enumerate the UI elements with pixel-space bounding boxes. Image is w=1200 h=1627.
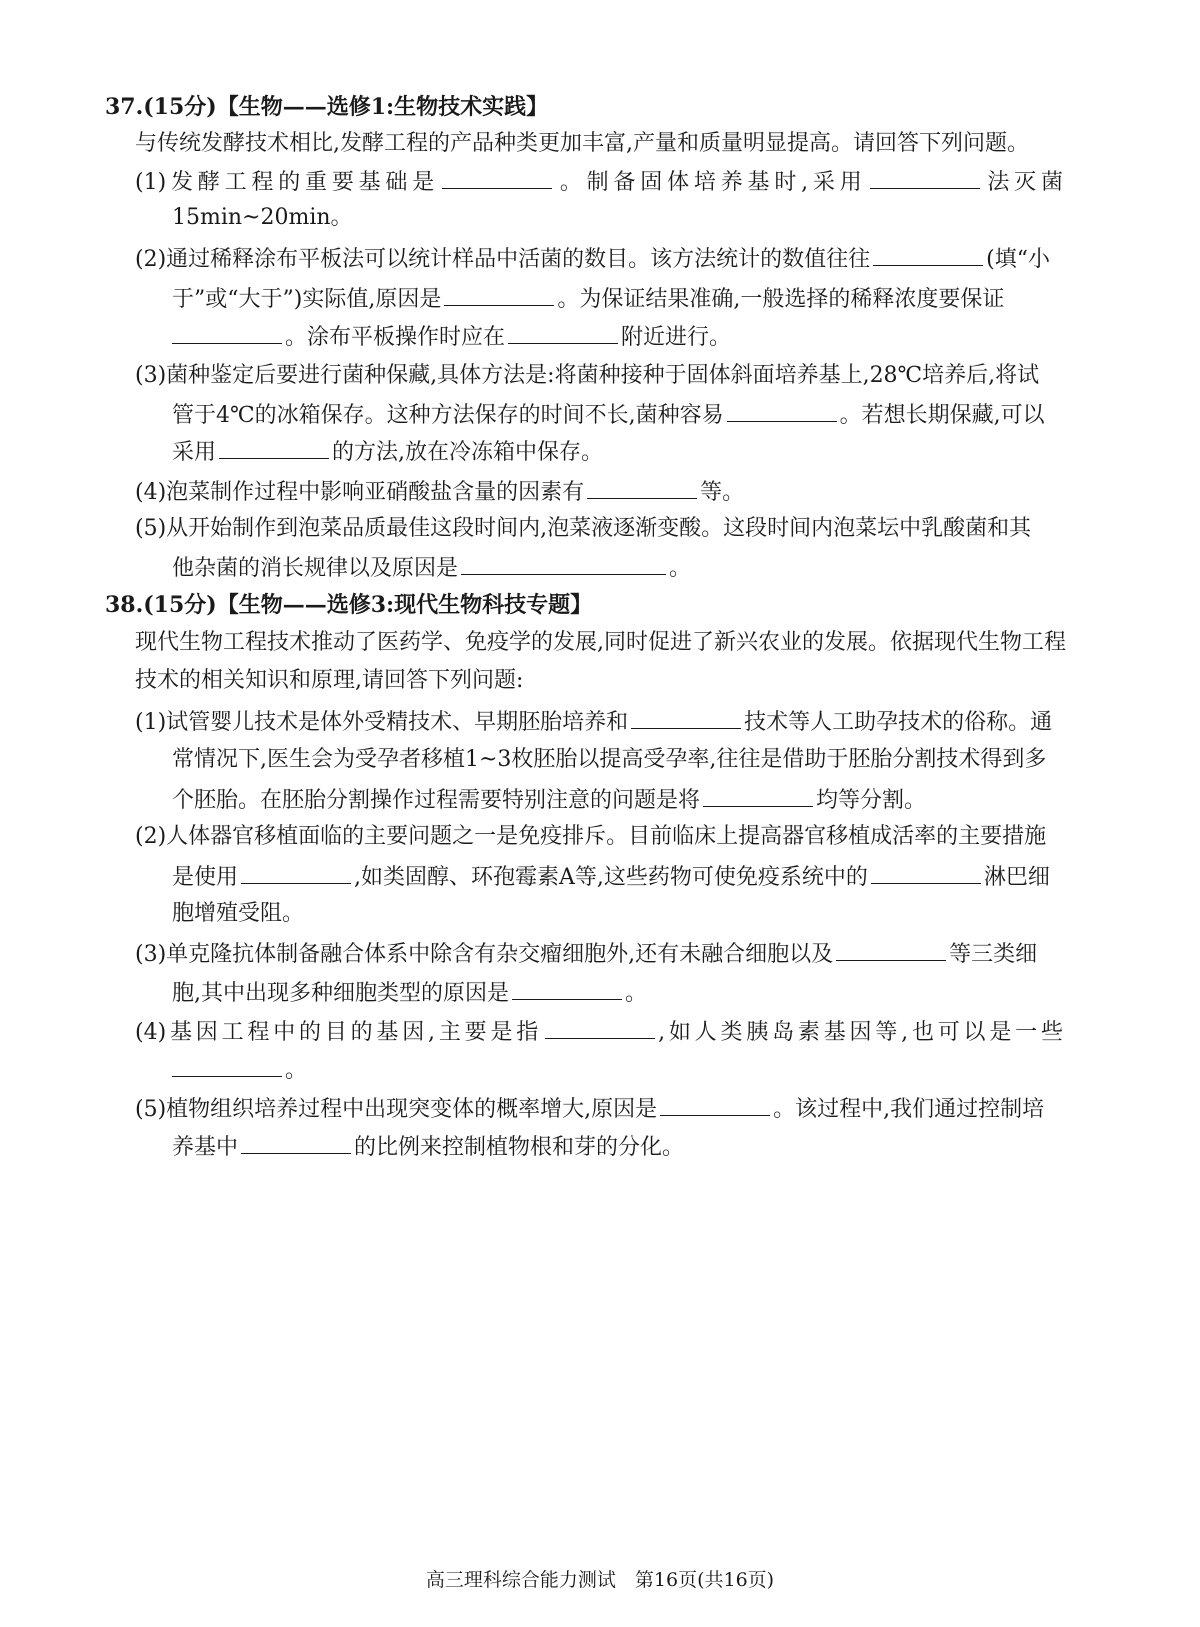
answer-blank[interactable] — [442, 166, 552, 189]
q37-part2-line3 — [172, 321, 731, 351]
q38-p2-line3: 胞增殖受阻。 — [172, 901, 305, 926]
q37-p5-line1: (5)从开始制作到泡菜品质最佳这段时间内,泡菜液逐渐变酸。这段时间内泡菜坛中乳酸菌和其 — [135, 516, 1032, 541]
answer-blank[interactable] — [508, 321, 618, 344]
q37-p3-text-a: 管于4℃的冰箱保存。这种方法保存的时间不长,菌种容易 — [172, 403, 724, 428]
q38-intro-line1: 现代生物工程技术推动了医药学、免疫学的发展,同时促进了新兴农业的发展。依据现代生物工程 — [135, 630, 1066, 655]
q37-p2-text-c: 于”或“大于”)实际值,原因是 — [172, 287, 442, 312]
q37-part2-line2 — [172, 283, 1004, 313]
answer-blank[interactable] — [871, 861, 981, 884]
answer-blank[interactable] — [545, 1016, 655, 1039]
q37-p2-text-b: (填“小 — [986, 247, 1051, 272]
q37-p1-text-c: 法灭菌 — [982, 170, 1063, 195]
answer-blank[interactable] — [836, 938, 946, 961]
answer-blank[interactable] — [241, 861, 351, 884]
q37-p2-text-f: 附近进行。 — [621, 325, 732, 350]
q38-p1-text-c: 个胚胎。在胚胎分割操作过程需要特别注意的问题是将 — [172, 788, 701, 813]
q38-part4-line1 — [135, 1016, 1063, 1046]
answer-blank[interactable] — [241, 1131, 351, 1154]
q38-p2-text-b: ,如类固醇、环孢霉素A等,这些药物可使免疫系统中的 — [354, 865, 868, 890]
q37-intro: 与传统发酵技术相比,发酵工程的产品种类更加丰富,产量和质量明显提高。请回答下列问题。 — [135, 131, 1029, 156]
q37-p1-line2: 15min~20min。 — [172, 205, 353, 230]
q38-p2-text-c: 淋巴细 — [983, 865, 1050, 890]
q38-p2-text-a: 是使用 — [172, 865, 239, 890]
q37-part2-line1 — [135, 243, 1050, 273]
q37-p3-text-b: 。若想长期保藏,可以 — [839, 403, 1045, 428]
q38-part1-line3 — [172, 784, 926, 814]
q37-part5-line2 — [172, 552, 691, 582]
q37-p3-text-c: 采用 — [172, 440, 217, 465]
q38-part4-line2 — [172, 1054, 307, 1084]
q37-p2-text-e: 。涂布平板操作时应在 — [285, 325, 506, 350]
q37-part1-line1 — [135, 166, 1063, 196]
q38-p1-text-d: 均等分割。 — [816, 788, 927, 813]
answer-blank[interactable] — [512, 977, 622, 1000]
q37-p5-text-a: 他杂菌的消长规律以及原因是 — [172, 556, 459, 581]
answer-blank[interactable] — [727, 399, 837, 422]
q37-p1-text-b: 。制备固体培养基时,采用 — [555, 170, 867, 195]
q37-p2-text-a: (2)通过稀释涂布平板法可以统计样品中活菌的数目。该方法统计的数值往往 — [135, 247, 871, 272]
answer-blank[interactable] — [660, 1093, 770, 1116]
answer-blank[interactable] — [172, 1054, 282, 1077]
q37-part3-line3 — [172, 436, 603, 466]
q37-p3-line1: (3)菌种鉴定后要进行菌种保藏,具体方法是:将菌种接种于固体斜面培养基上,28℃培养后,将试 — [135, 363, 1040, 388]
q37-p2-text-d: 。为保证结果准确,一般选择的稀释浓度要保证 — [557, 287, 1005, 312]
answer-blank[interactable] — [587, 476, 697, 499]
q38-p1-line2: 常情况下,医生会为受孕者移植1~3枚胚胎以提高受孕率,往往是借助于胚胎分割技术得到多 — [172, 747, 1047, 772]
q38-part2-line2 — [172, 861, 1050, 891]
q38-part3-line1 — [135, 938, 1037, 968]
q38-p1-text-a: (1)试管婴儿技术是体外受精技术、早期胚胎培养和 — [135, 710, 629, 735]
q38-part5-line1 — [135, 1093, 1044, 1123]
q38-part5-line2 — [172, 1131, 684, 1161]
q37-p1-text-a: (1)发酵工程的重要基础是 — [135, 170, 440, 195]
answer-blank[interactable] — [444, 283, 554, 306]
q38-p4-text-a: (4)基因工程中的目的基因,主要是指 — [135, 1020, 543, 1045]
q38-p3-text-d: 。 — [625, 981, 648, 1006]
q38-p3-text-a: (3)单克隆抗体制备融合体系中除含有杂交瘤细胞外,还有未融合细胞以及 — [135, 942, 834, 967]
q38-part1-line1 — [135, 706, 1052, 736]
answer-blank[interactable] — [870, 166, 980, 189]
answer-blank[interactable] — [172, 321, 282, 344]
q37-p3-text-d: 的方法,放在冷冻箱中保存。 — [332, 440, 604, 465]
answer-blank[interactable] — [873, 243, 983, 266]
answer-blank[interactable] — [631, 706, 741, 729]
q37-part3-line2 — [172, 399, 1045, 429]
q38-p4-text-b: ,如人类胰岛素基因等,也可以是一些 — [658, 1020, 1063, 1045]
q38-p3-text-b: 等三类细 — [949, 942, 1038, 967]
answer-blank[interactable] — [219, 436, 329, 459]
q38-p3-text-c: 胞,其中出现多种细胞类型的原因是 — [172, 981, 509, 1006]
q38-p5-text-d: 的比例来控制植物根和芽的分化。 — [354, 1135, 685, 1160]
q38-p1-text-b: 技术等人工助孕技术的俗称。通 — [744, 710, 1053, 735]
q38-p5-text-b: 。该过程中,我们通过控制培 — [773, 1097, 1045, 1122]
q37-part4-line1 — [135, 476, 744, 506]
q37-p4-text-b: 等。 — [700, 480, 745, 505]
answer-blank[interactable] — [703, 784, 813, 807]
q37-p5-text-b: 。 — [669, 556, 692, 581]
q38-part3-line2 — [172, 977, 647, 1007]
answer-blank[interactable] — [461, 552, 666, 575]
page-footer: 高三理科综合能力测试 第16页(共16页) — [425, 1569, 775, 1591]
q38-p2-line1: (2)人体器官移植面临的主要问题之一是免疫排斥。目前临床上提高器官移植成活率的主要措施 — [135, 824, 1047, 849]
q38-header: 38.(15分)【生物——选修3:现代生物科技专题】 — [105, 592, 593, 618]
q37-header: 37.(15分)【生物——选修1:生物技术实践】 — [105, 94, 549, 120]
q38-p5-text-c: 养基中 — [172, 1135, 239, 1160]
q38-intro-line2: 技术的相关知识和原理,请回答下列问题: — [135, 668, 524, 693]
q38-p4-text-c: 。 — [285, 1058, 308, 1083]
q37-p4-text-a: (4)泡菜制作过程中影响亚硝酸盐含量的因素有 — [135, 480, 585, 505]
q38-p5-text-a: (5)植物组织培养过程中出现突变体的概率增大,原因是 — [135, 1097, 658, 1122]
